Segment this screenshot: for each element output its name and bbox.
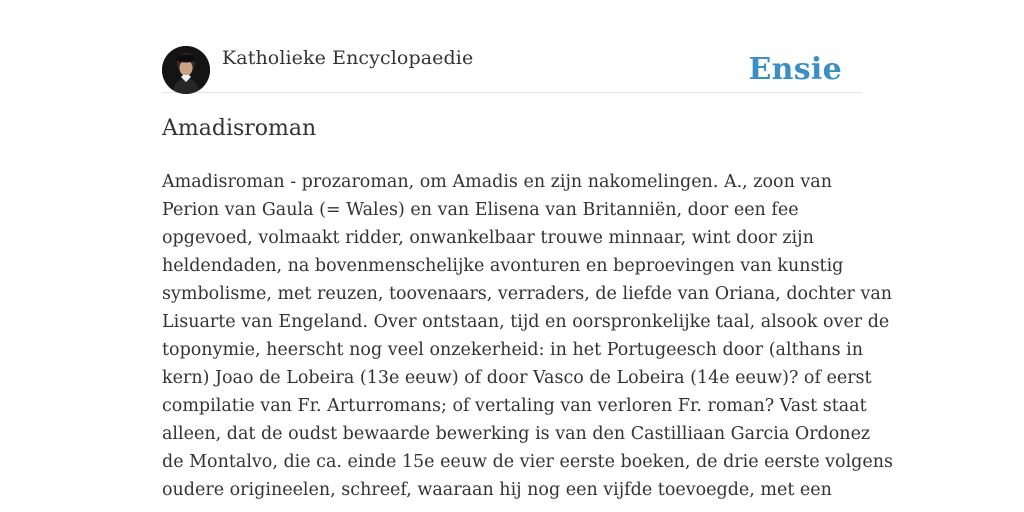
article-text-line: heldendaden, na bovenmenschelijke avonturen en beproevingen van kunstig (162, 256, 844, 276)
ensie-logo-link[interactable]: Ensie (748, 52, 842, 87)
article-text-line: opgevoed, volmaakt ridder, onwankelbaar trouwe minnaar, wint door zijn (162, 228, 814, 248)
author-avatar[interactable] (162, 46, 210, 94)
article-text-line: Amadisroman - prozaroman, om Amadis en zijn nakomelingen. A., zoon van (162, 172, 832, 192)
article-title: Amadisroman (162, 116, 317, 141)
article-text-line: de Montalvo, die ca. einde 15e eeuw de vier eerste boeken, de drie eerste volgens (162, 452, 893, 472)
page-header (162, 46, 862, 93)
article-text-line: toponymie, heerscht nog veel onzekerheid: in het Portugeesch door (althans in (162, 340, 863, 360)
article-text-line: oudere origineelen, schreef, waaraan hij nog een vijfde toevoegde, met een (162, 480, 832, 500)
portrait-icon (162, 46, 210, 94)
source-name[interactable]: Katholieke Encyclopaedie (222, 47, 474, 69)
article-body (162, 168, 893, 504)
article-text-line: alleen, dat de oudst bewaarde bewerking is van den Castilliaan Garcia Ordonez (162, 424, 871, 444)
article-text-line: Lisuarte van Engeland. Over ontstaan, tijd en oorspronkelijke taal, alsook over de (162, 312, 890, 332)
article-text-line: Perion van Gaula (= Wales) en van Elisena van Britanniën, door een fee (162, 200, 799, 220)
article-text-line: compilatie van Fr. Arturromans; of vertaling van verloren Fr. roman? Vast staat (162, 396, 867, 416)
article-text-line: kern) Joao de Lobeira (13e eeuw) of door Vasco de Lobeira (14e eeuw)? of eerst (162, 368, 872, 388)
article-text-line: symbolisme, met reuzen, toovenaars, verraders, de liefde van Oriana, dochter van (162, 284, 893, 304)
